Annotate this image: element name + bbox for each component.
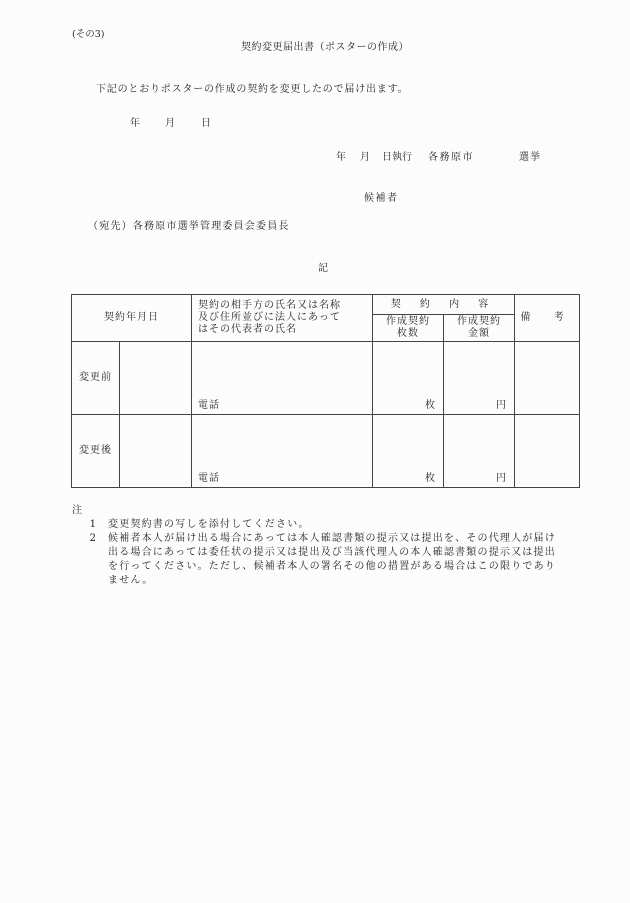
election-day-exec: 日執行 (382, 152, 412, 163)
remarks-cell[interactable] (515, 342, 580, 415)
header-amount-line2: 金額 (468, 328, 490, 339)
contract-date-cell[interactable] (120, 415, 192, 488)
header-contract-content: 契 約 内 容 (373, 295, 515, 315)
candidate-label: 候補者 (364, 193, 399, 204)
intro-text: 下記のとおりポスターの作成の契約を変更したので届け出ます。 (96, 84, 409, 95)
remarks-cell[interactable] (515, 415, 580, 488)
phone-label: 電話 (198, 473, 220, 484)
header-amount (444, 315, 515, 342)
count-cell[interactable] (373, 415, 444, 488)
count-unit: 枚 (425, 400, 435, 411)
election-month: 月 (360, 152, 370, 163)
contract-table (71, 294, 580, 488)
election-city: 各務原市 (428, 152, 474, 163)
notes-section (72, 504, 562, 588)
party-cell[interactable] (192, 415, 373, 488)
header-party-line2: 及び住所並びに法人にあって (198, 312, 341, 323)
amount-cell[interactable] (444, 342, 515, 415)
header-contract-date: 契約年月日 (72, 295, 192, 342)
phone-label: 電話 (198, 400, 220, 411)
contract-date-cell[interactable] (120, 342, 192, 415)
header-count (373, 315, 444, 342)
addressee: （宛先）各務原市選挙管理委員会委員長 (88, 221, 290, 232)
table-row-after (72, 415, 580, 488)
row-label-after: 変更後 (72, 415, 120, 488)
amount-unit: 円 (496, 400, 507, 411)
note-item (72, 532, 562, 588)
date-month: 月 (165, 118, 175, 129)
election-year: 年 (336, 152, 346, 163)
header-party-line1: 契約の相手方の氏名又は名称 (198, 300, 341, 311)
notes-heading: 注 (72, 505, 82, 516)
note-text: 候補者本人が届け出る場合にあっては本人確認書類の提示又は提出を、その代理人が届け出る場合にあっては委任状の提示又は提出及び当該代理人の本人確認書類の提示又は提出を行ってください。ただし、候補者本人の署名その他の措置がある場合はこの限りでありません。 (108, 533, 556, 586)
party-cell[interactable] (192, 342, 373, 415)
row-label-before: 変更前 (72, 342, 120, 415)
date-day: 日 (201, 118, 211, 129)
amount-cell[interactable] (444, 415, 515, 488)
header-count-line2: 枚数 (397, 328, 419, 339)
date-year: 年 (130, 118, 140, 129)
count-cell[interactable] (373, 342, 444, 415)
note-item (72, 518, 562, 532)
header-amount-line1: 作成契約 (457, 316, 501, 327)
header-count-line1: 作成契約 (386, 316, 430, 327)
form-number: (その3) (72, 29, 105, 40)
document-title: 契約変更届出書（ポスターの作成） (241, 42, 409, 53)
note-number: 1 (89, 519, 96, 530)
header-party-line3: はその代表者の氏名 (198, 324, 297, 335)
note-number: 2 (89, 533, 96, 544)
header-party (192, 295, 373, 342)
election-type: 選挙 (519, 152, 541, 163)
table-row-before (72, 342, 580, 415)
count-unit: 枚 (425, 473, 435, 484)
note-text: 変更契約書の写しを添付してください。 (108, 519, 310, 530)
header-remarks: 備 考 (515, 295, 580, 342)
ki-heading: 記 (318, 263, 328, 274)
amount-unit: 円 (496, 473, 507, 484)
